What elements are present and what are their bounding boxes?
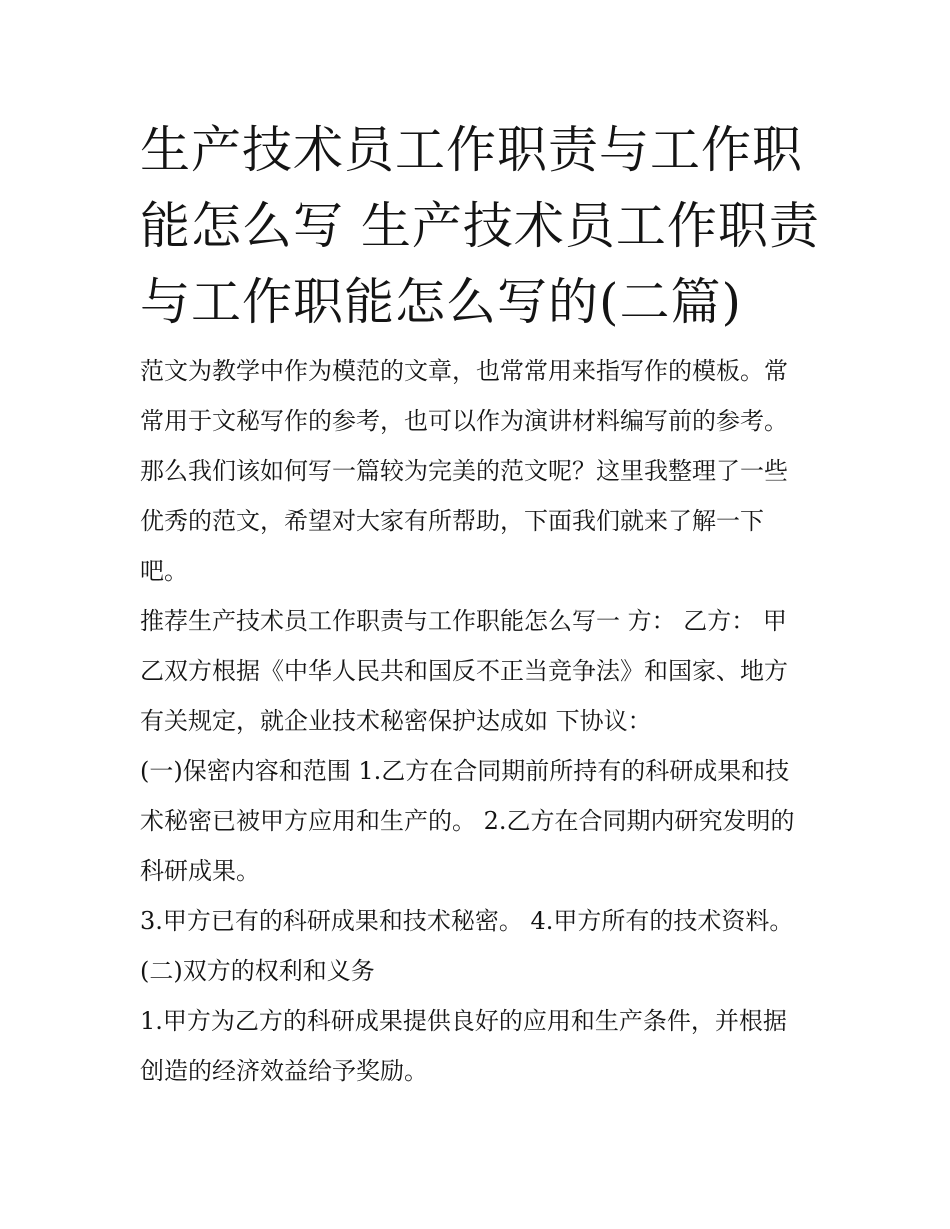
text-line: 优秀的范文，希望对大家有所帮助，下面我们就来了解一下 <box>140 507 764 535</box>
title-line: 与工作职能怎么写的(二篇) <box>140 273 743 331</box>
intro-paragraph <box>140 346 820 596</box>
text-line: 推荐生产技术员工作职责与工作职能怎么写一 方： 乙方： 甲 <box>140 607 787 635</box>
rights-paragraph <box>140 996 820 1096</box>
document-title <box>140 112 820 340</box>
text-line: (二)双方的权利和义务 <box>140 957 375 985</box>
text-line: (一)保密内容和范围 1.乙方在合同期前所持有的科研成果和技 <box>140 757 790 785</box>
text-line: 有关规定，就企业技术秘密保护达成如 下协议： <box>140 707 652 735</box>
text-line: 常用于文秘写作的参考，也可以作为演讲材料编写前的参考。 <box>140 407 788 435</box>
document-page <box>140 112 820 1096</box>
section-heading-rights <box>140 946 820 996</box>
text-line: 3.甲方已有的科研成果和技术秘密。 4.甲方所有的技术资料。 <box>140 907 794 935</box>
scope-items-paragraph <box>140 896 820 946</box>
text-line: 那么我们该如何写一篇较为完美的范文呢？这里我整理了一些 <box>140 457 788 485</box>
agreement-intro-paragraph <box>140 596 820 746</box>
title-line: 生产技术员工作职责与工作职 <box>140 121 803 179</box>
text-line: 吧。 <box>140 557 188 585</box>
text-line: 科研成果。 <box>140 857 260 885</box>
text-line: 范文为教学中作为模范的文章，也常常用来指写作的模板。常 <box>140 357 788 385</box>
text-line: 1.甲方为乙方的科研成果提供良好的应用和生产条件，并根据 <box>140 1007 787 1035</box>
text-line: 术秘密已被甲方应用和生产的。 2.乙方在合同期内研究发明的 <box>140 807 795 835</box>
text-line: 创造的经济效益给予奖励。 <box>140 1057 428 1085</box>
title-line: 能怎么写 生产技术员工作职责 <box>140 197 820 255</box>
text-line: 乙双方根据《中华人民共和国反不正当竞争法》和国家、地方 <box>140 657 788 685</box>
scope-paragraph <box>140 746 820 896</box>
